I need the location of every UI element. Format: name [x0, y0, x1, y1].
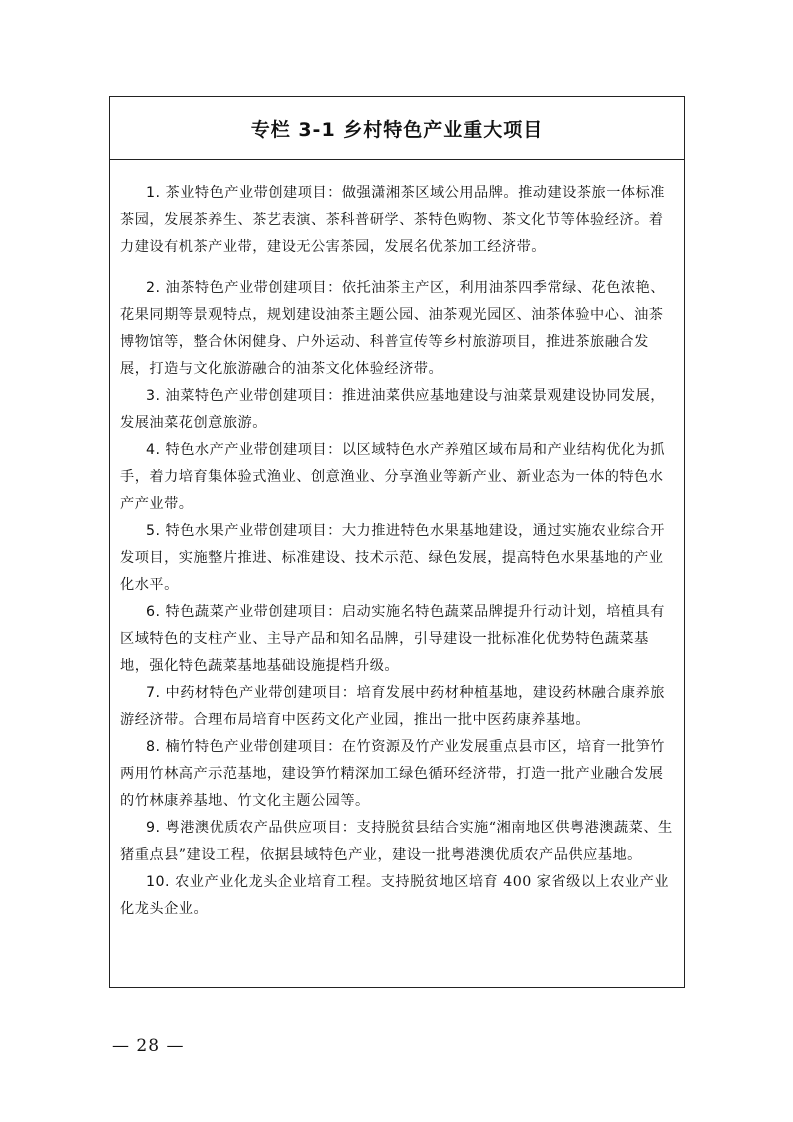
item-lead: 8. 楠竹特色产业带创建项目：: [146, 739, 342, 755]
list-item: [120, 599, 674, 680]
item-text: 支持脱贫地区培育 400 家省级以上农业产业化龙头企业。: [120, 874, 669, 917]
item-lead: 9. 粤港澳优质农产品供应项目：: [146, 820, 357, 836]
feature-box-content: [110, 160, 684, 923]
list-item: [120, 869, 674, 923]
item-lead: 5. 特色水果产业带创建项目：: [146, 523, 342, 539]
list-item: [120, 680, 674, 734]
item-text: 推进油菜供应基地建设与油菜景观建设协同发展，发展油菜花创意旅游。: [120, 388, 665, 431]
feature-box-title: 专栏 3-1 乡村特色产业重大项目: [250, 118, 544, 141]
item-lead: 3. 油菜特色产业带创建项目：: [146, 388, 342, 404]
item-text: 以区域特色水产养殖区域布局和产业结构优化为抓手，着力培育集体验式渔业、创意渔业、分享渔业等新产业、新业态为一体的特色水产产业带。: [120, 442, 665, 512]
list-item: [120, 437, 674, 518]
list-item: [120, 180, 674, 261]
page-number: — 28 —: [112, 1036, 185, 1056]
item-lead: 1. 茶业特色产业带创建项目：: [146, 185, 342, 201]
list-item: [120, 383, 674, 437]
item-lead: 10. 农业产业化龙头企业培育工程。: [146, 874, 381, 890]
feature-box-header: [110, 97, 684, 160]
list-item: [120, 275, 674, 383]
item-text: 支持脱贫县结合实施“湘南地区供粤港澳蔬菜、生猪重点县”建设工程，依据县域特色产业，建设一批粤港澳优质农产品供应基地。: [120, 820, 673, 863]
item-text: 在竹资源及竹产业发展重点县市区，培育一批笋竹两用竹林高产示范基地，建设笋竹精深加工绿色循环经济带，打造一批产业融合发展的竹林康养基地、竹文化主题公园等。: [120, 739, 665, 809]
item-text: 培育发展中药材种植基地，建设药林融合康养旅游经济带。合理布局培育中医药文化产业园，推出一批中医药康养基地。: [120, 685, 665, 728]
list-item: [120, 815, 674, 869]
list-item: [120, 734, 674, 815]
list-item: [120, 518, 674, 599]
item-lead: 7. 中药材特色产业带创建项目：: [146, 685, 357, 701]
item-text: 大力推进特色水果基地建设，通过实施农业综合开发项目，实施整片推进、标准建设、技术示范、绿色发展，提高特色水果基地的产业化水平。: [120, 523, 665, 593]
item-text: 做强潇湘茶区域公用品牌。推动建设茶旅一体标准茶园，发展茶养生、茶艺表演、茶科普研学、茶特色购物、茶文化节等体验经济。着力建设有机茶产业带，建设无公害茶园，发展名优茶加工经济带。: [120, 185, 665, 255]
item-lead: 4. 特色水产产业带创建项目：: [146, 442, 342, 458]
feature-box: [109, 96, 685, 988]
item-lead: 2. 油茶特色产业带创建项目：: [146, 280, 342, 296]
item-text: 依托油茶主产区，利用油茶四季常绿、花色浓艳、花果同期等景观特点，规划建设油茶主题公园、油茶观光园区、油茶体验中心、油茶博物馆等，整合休闲健身、户外运动、科普宣传等乡村旅游项目，推进茶旅融合发展，打造与文化旅游融合的油茶文化体验经济带。: [120, 280, 665, 377]
item-text: 启动实施名特色蔬菜品牌提升行动计划，培植具有区域特色的支柱产业、主导产品和知名品牌，引导建设一批标准化优势特色蔬菜基地，强化特色蔬菜基地基础设施提档升级。: [120, 604, 665, 674]
item-lead: 6. 特色蔬菜产业带创建项目：: [146, 604, 342, 620]
